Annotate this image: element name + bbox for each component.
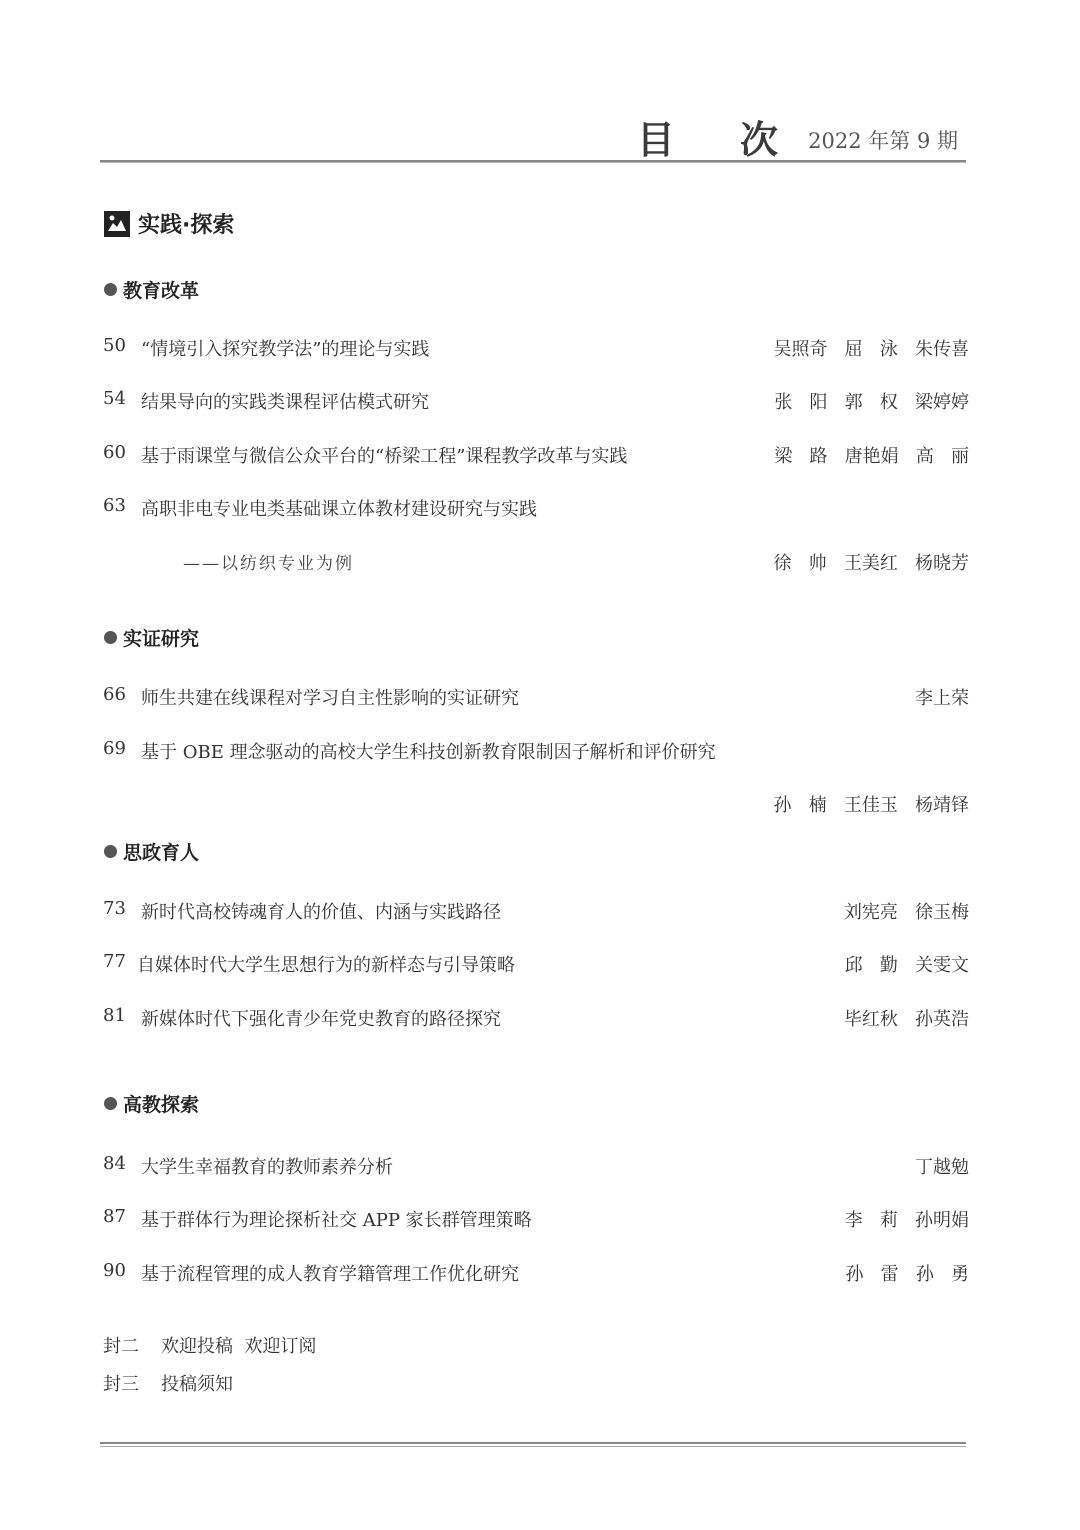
toc-entry[interactable] <box>103 684 969 714</box>
column-heading <box>104 208 234 239</box>
article-authors: 李上荣 <box>915 688 969 709</box>
toc-title: 目 次 <box>636 117 804 162</box>
article-title: 基于流程管理的成人教育学籍管理工作优化研究 <box>141 1264 519 1285</box>
article-authors: 吴照奇 屈 泳 朱传喜 <box>773 339 969 360</box>
issue-number: 2022 年第 9 期 <box>808 129 958 153</box>
page-number: 66 <box>103 684 126 705</box>
page-number: 87 <box>103 1206 126 1227</box>
toc-entry-authors <box>103 791 969 821</box>
cover-label: 封三 <box>103 1374 139 1395</box>
article-title: “情境引入探究教学法”的理论与实践 <box>141 339 430 360</box>
bullet-icon <box>104 1097 117 1110</box>
article-title: 师生共建在线课程对学习自主性影响的实证研究 <box>141 688 519 709</box>
cover-text: 投稿须知 <box>161 1374 233 1395</box>
cover-note <box>103 1332 316 1358</box>
article-authors: 邱 勤 关雯文 <box>844 955 969 976</box>
toc-entry[interactable] <box>103 335 969 365</box>
column-logo-icon <box>104 211 130 237</box>
toc-entry[interactable] <box>103 495 969 525</box>
footer-divider-thin <box>100 1446 966 1447</box>
section-title: 高教探索 <box>123 1094 200 1116</box>
toc-entry[interactable] <box>103 951 969 981</box>
toc-entry[interactable] <box>103 1206 969 1236</box>
section-title: 实证研究 <box>123 628 200 650</box>
article-authors: 刘宪亮 徐玉梅 <box>843 902 969 923</box>
article-authors: 孙 楠 王佳玉 杨靖铎 <box>773 795 969 816</box>
article-title: 基于 OBE 理念驱动的高校大学生科技创新教育限制因子解析和评价研究 <box>141 742 716 763</box>
section-heading <box>104 838 199 865</box>
toc-entry[interactable] <box>103 1153 969 1183</box>
toc-header <box>100 105 966 165</box>
page-number: 69 <box>103 738 126 759</box>
cover-note <box>103 1370 233 1396</box>
page-number: 54 <box>103 388 126 409</box>
article-title: 新媒体时代下强化青少年党史教育的路径探究 <box>141 1009 501 1030</box>
article-title: 大学生幸福教育的教师素养分析 <box>141 1157 393 1178</box>
article-title: 基于群体行为理论探析社交 APP 家长群管理策略 <box>141 1210 532 1231</box>
toc-entry[interactable] <box>103 1005 969 1035</box>
page-number: 73 <box>103 898 126 919</box>
toc-entry[interactable] <box>103 388 969 418</box>
page-number: 63 <box>103 495 126 516</box>
bullet-icon <box>104 283 117 296</box>
article-authors: 李 莉 孙明娟 <box>844 1210 969 1231</box>
article-authors: 张 阳 郭 权 梁婷婷 <box>774 392 969 413</box>
section-heading <box>104 624 199 651</box>
page-number: 60 <box>103 442 126 463</box>
section-title: 教育改革 <box>123 280 200 302</box>
cover-label: 封二 <box>103 1336 139 1357</box>
article-authors: 徐 帅 王美红 杨晓芳 <box>773 553 969 574</box>
article-authors: 毕红秋 孙英浩 <box>843 1009 969 1030</box>
toc-entry[interactable] <box>103 1260 969 1290</box>
section-heading <box>104 1090 199 1117</box>
section-title: 思政育人 <box>123 842 200 864</box>
header-divider <box>100 160 966 163</box>
toc-entry[interactable] <box>103 898 969 928</box>
article-authors: 梁 路 唐艳娟 高 丽 <box>774 446 969 467</box>
article-title: 基于雨课堂与微信公众平台的“桥梁工程”课程教学改革与实践 <box>141 446 628 467</box>
page-number: 50 <box>103 335 126 356</box>
bullet-icon <box>104 845 117 858</box>
toc-entry[interactable] <box>103 442 969 472</box>
article-title: 结果导向的实践类课程评估模式研究 <box>141 392 429 413</box>
page-number: 84 <box>103 1153 126 1174</box>
article-title: 新时代高校铸魂育人的价值、内涵与实践路径 <box>141 902 501 923</box>
footer-divider <box>100 1442 966 1444</box>
cover-text: 欢迎投稿 欢迎订阅 <box>161 1336 317 1357</box>
section-heading <box>104 276 199 303</box>
article-authors: 丁越勉 <box>915 1157 969 1178</box>
article-authors: 孙 雷 孙 勇 <box>845 1264 969 1285</box>
bullet-icon <box>104 631 117 644</box>
article-subtitle: ——以纺织专业为例 <box>183 554 354 574</box>
article-title: 高职非电专业电类基础课立体教材建设研究与实践 <box>141 499 537 520</box>
article-title: 自媒体时代大学生思想行为的新样态与引导策略 <box>137 955 515 976</box>
toc-entry-authors <box>103 549 969 579</box>
page-number: 81 <box>103 1005 126 1026</box>
toc-entry[interactable] <box>103 738 969 768</box>
page-number: 90 <box>103 1260 126 1281</box>
column-title: 实践·探索 <box>138 213 235 238</box>
page-number: 77 <box>103 951 126 972</box>
